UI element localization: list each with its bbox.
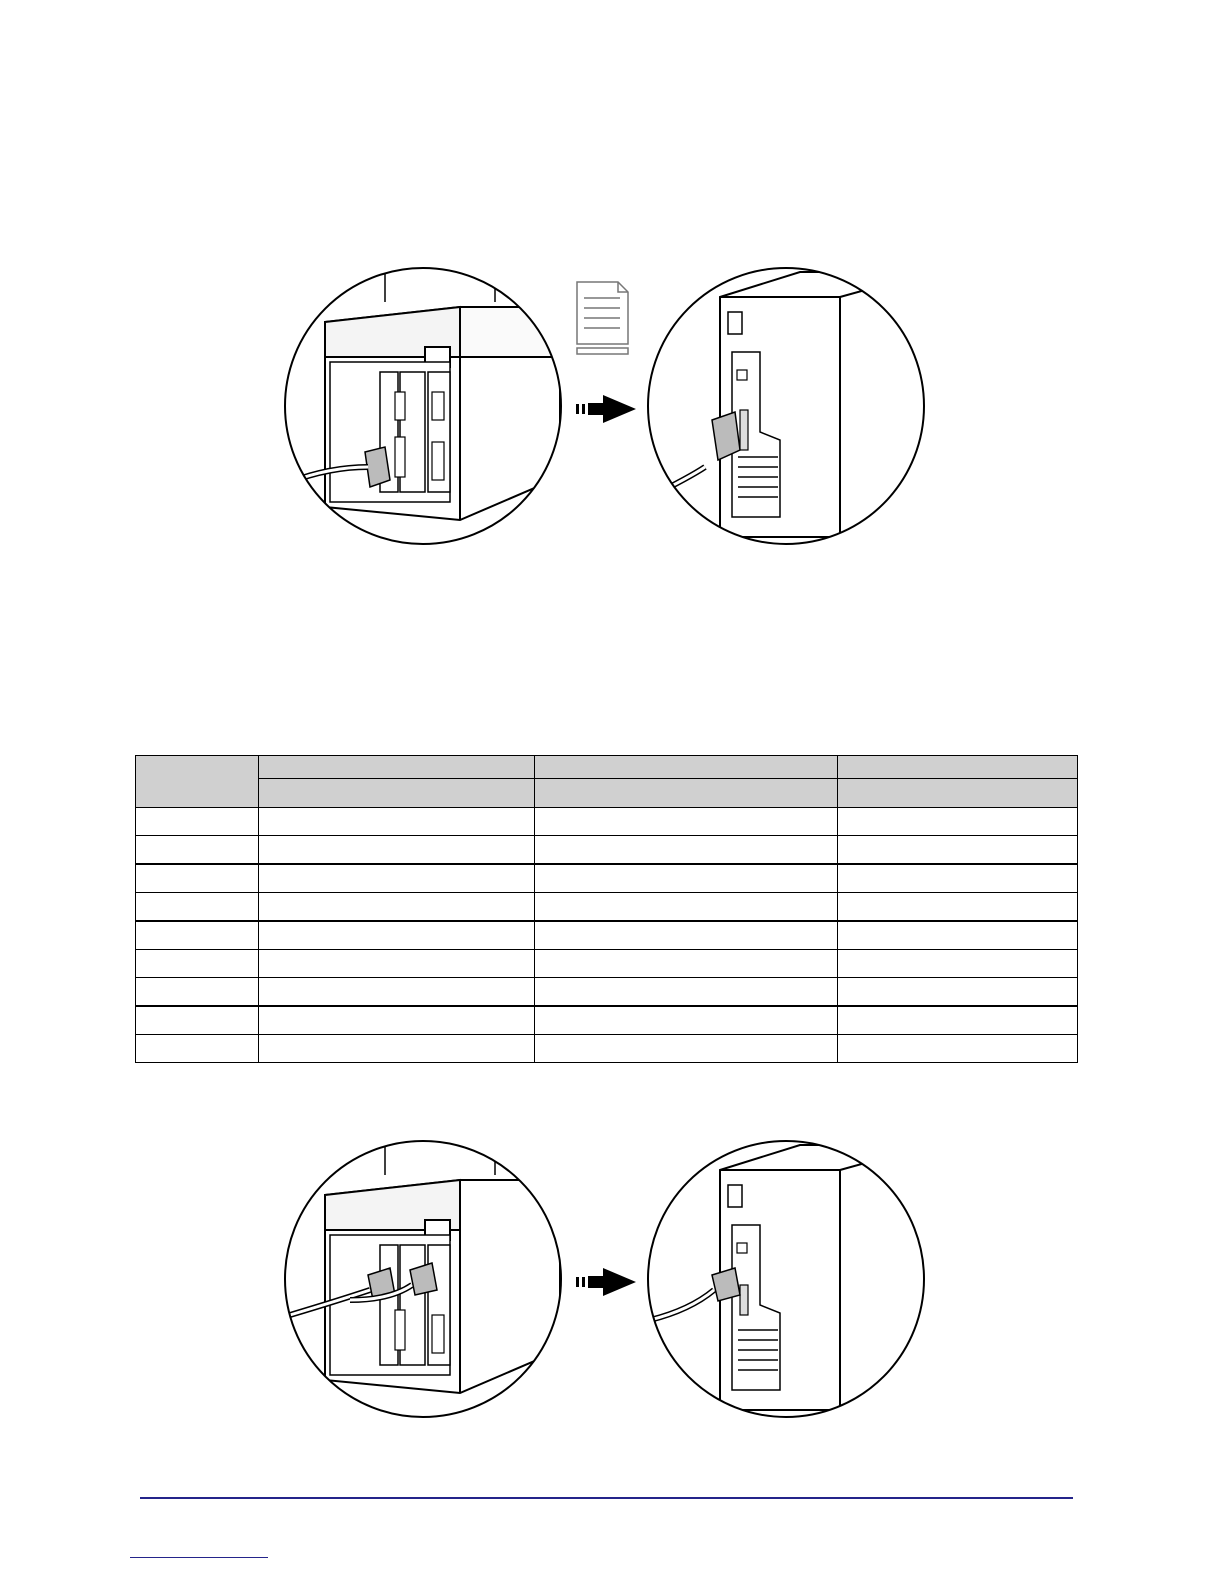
table-cell <box>838 1006 1078 1035</box>
figure-pc-connection-2 <box>0 1135 1224 1425</box>
table-cell <box>259 864 535 893</box>
table-cell <box>838 950 1078 978</box>
table-cell <box>136 1035 259 1063</box>
table-subheader-cell <box>259 779 535 808</box>
table-cell <box>838 893 1078 922</box>
table-header-cell <box>838 756 1078 779</box>
table-row <box>136 978 1078 1007</box>
table-cell <box>136 836 259 865</box>
table-cell <box>838 864 1078 893</box>
table-cell <box>136 1006 259 1035</box>
table-subheader-cell <box>535 779 838 808</box>
table-row <box>136 1035 1078 1063</box>
figure-pc-connection-1 <box>0 262 1224 552</box>
table-cell <box>259 893 535 922</box>
document-icon <box>577 282 628 354</box>
table-cell <box>535 893 838 922</box>
table-cell <box>838 836 1078 865</box>
table-cell <box>259 978 535 1007</box>
table-row <box>136 893 1078 922</box>
table-header-cell <box>259 756 535 779</box>
table-cell <box>136 864 259 893</box>
table-cell <box>535 921 838 950</box>
instrument-rear-panel <box>290 1140 600 1393</box>
table-cell <box>136 921 259 950</box>
instrument-rear-panel <box>290 267 600 520</box>
table-row <box>136 1006 1078 1035</box>
table-cell <box>259 1035 535 1063</box>
right-arrow-icon <box>576 395 636 423</box>
table-row <box>136 864 1078 893</box>
table-cell <box>535 1035 838 1063</box>
table-cell <box>838 978 1078 1007</box>
table-cell <box>259 836 535 865</box>
table-cell <box>535 836 838 865</box>
table-cell <box>136 950 259 978</box>
figure-2-drawing <box>0 1135 1224 1425</box>
cable-pin-table <box>135 755 1078 1063</box>
table-cell <box>535 978 838 1007</box>
table-cell <box>136 808 259 836</box>
table-cell <box>259 950 535 978</box>
table-cell <box>838 921 1078 950</box>
table-cell <box>535 808 838 836</box>
table-row <box>136 808 1078 836</box>
table-row <box>136 836 1078 865</box>
table-header-cell <box>535 756 838 779</box>
figure-1-drawing <box>0 262 1224 552</box>
table-cell <box>838 1035 1078 1063</box>
table-cell <box>259 808 535 836</box>
footer-rule <box>140 1497 1073 1499</box>
table-subheader-cell <box>838 779 1078 808</box>
table-cell <box>535 864 838 893</box>
table-row <box>136 921 1078 950</box>
table-row <box>136 950 1078 978</box>
table-cell <box>838 808 1078 836</box>
right-arrow-icon <box>576 1268 636 1296</box>
footer-link-underline[interactable] <box>130 1557 268 1558</box>
table-cell <box>535 1006 838 1035</box>
table-corner-header <box>136 756 259 808</box>
table-cell <box>535 950 838 978</box>
table-cell <box>136 893 259 922</box>
table-cell <box>259 921 535 950</box>
table-cell <box>259 1006 535 1035</box>
table-cell <box>136 978 259 1007</box>
